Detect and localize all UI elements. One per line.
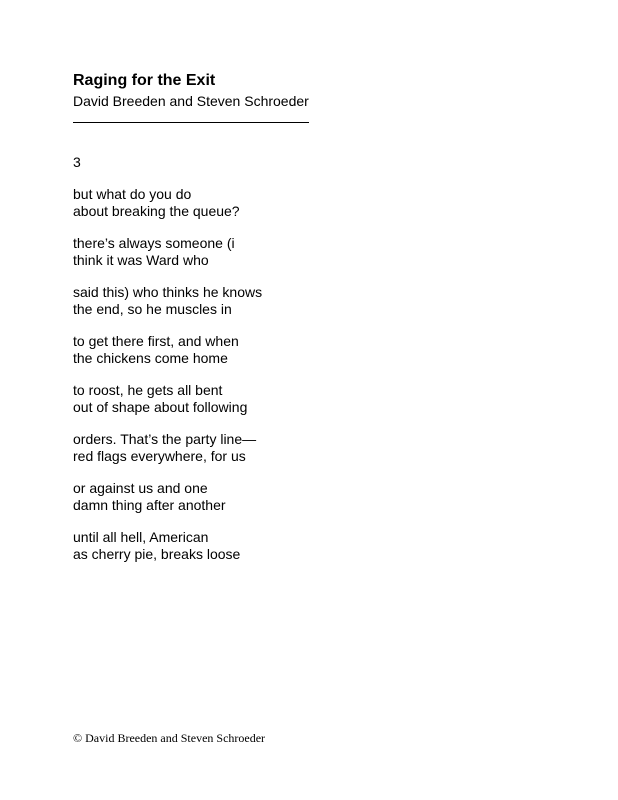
stanza <box>73 529 593 562</box>
poem-line: the chickens come home <box>73 349 228 366</box>
stanza <box>73 480 593 513</box>
poem-line: out of shape about following <box>73 398 248 415</box>
copyright-notice: © David Breeden and Steven Schroeder <box>73 731 266 745</box>
poem-line: there’s always someone (i <box>73 235 235 251</box>
stanza <box>73 235 593 268</box>
stanza <box>73 333 593 366</box>
stanza <box>73 382 593 415</box>
poem-line: red flags everywhere, for us <box>73 447 246 464</box>
poem-line: about breaking the queue? <box>73 202 240 219</box>
poem-line: or against us and one <box>73 480 208 496</box>
poem-line: said this) who thinks he knows <box>73 284 263 300</box>
section-number: 3 <box>73 154 81 170</box>
poem-line: to get there first, and when <box>73 333 239 349</box>
stanza <box>73 284 593 317</box>
stanza <box>73 431 593 464</box>
poem-title: Raging for the Exit <box>73 72 216 89</box>
poem-line: until all hell, American <box>73 529 209 545</box>
poem-line: as cherry pie, breaks loose <box>73 545 241 562</box>
stanza <box>73 186 593 219</box>
title-divider <box>73 122 309 123</box>
poem-line: damn thing after another <box>73 496 226 513</box>
poem-authors: David Breeden and Steven Schroeder <box>73 93 309 109</box>
poem-line: think it was Ward who <box>73 251 209 268</box>
poem-body <box>73 186 593 562</box>
poem-line: but what do you do <box>73 186 192 202</box>
poem-page <box>73 70 593 578</box>
poem-line: to roost, he gets all bent <box>73 382 223 398</box>
poem-line: the end, so he muscles in <box>73 300 232 317</box>
poem-line: orders. That’s the party line— <box>73 431 257 447</box>
